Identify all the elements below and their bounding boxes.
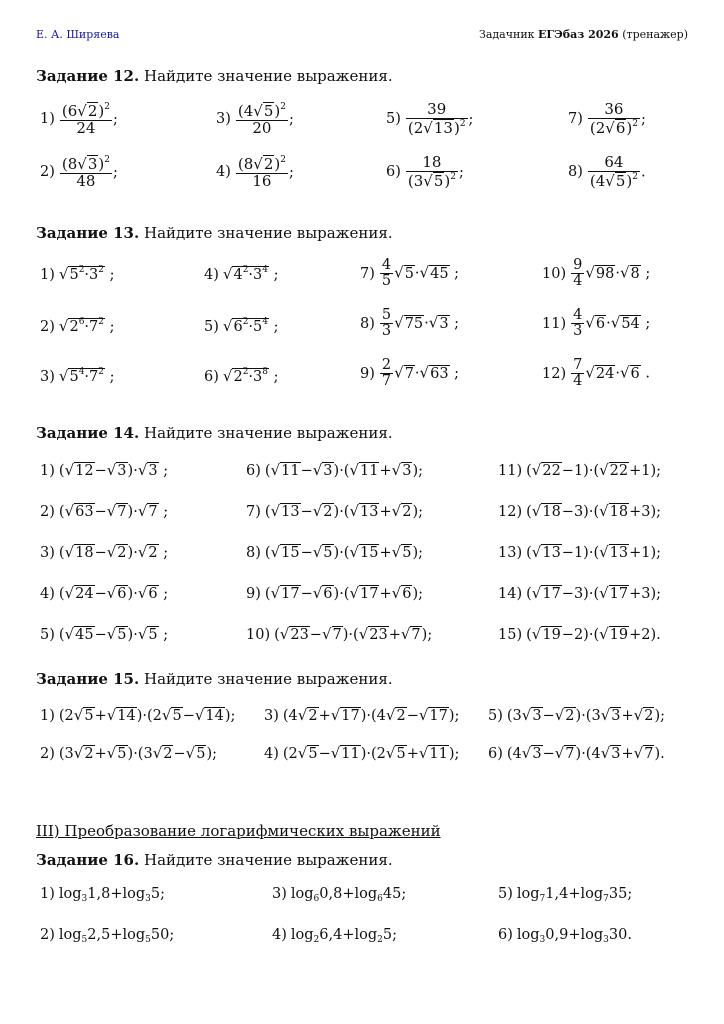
task15-item-5: 5) (3√3−√2)·(3√3+√2); — [488, 706, 665, 724]
task12-item-3: 3) $\frac{(4√5)^2}{20}$ ; — [216, 102, 294, 137]
task16-item-3: 3) $\log_60,8+\log_645$; — [272, 886, 407, 904]
task13-item-11: 11) $\frac{4}{3}$ √6·√54 ; — [542, 307, 651, 340]
task16-item-1: 1) $\log_31,8+\log_35$; — [40, 886, 165, 904]
task12-item-4: 4) $\frac{(8√2)^2}{16}$ ; — [216, 155, 294, 190]
task15-item-4: 4) (2√5−√11)·(2√5+√11); — [264, 744, 460, 762]
task16-item-5: 5) $\log_71,4+\log_735$; — [498, 886, 633, 904]
task12-item-7: 7) $\frac{36}{(2√6)^2}$ ; — [568, 100, 646, 137]
task14-item-5: 5) (√45−√5)·√5 ; — [40, 625, 169, 643]
task14-item-6: 6) (√11−√3)·(√11+√3); — [246, 461, 423, 479]
task14-item-9: 9) (√17−√6)·(√17+√6); — [246, 584, 423, 602]
task-16-title: Задание 16. Найдите значение выражения. — [36, 851, 393, 869]
task13-item-2: 2) $√2^6\cdot 7^2$ ; — [40, 317, 115, 335]
task14-item-12: 12) (√18−3)·(√18+3); — [498, 502, 662, 520]
task14-item-4: 4) (√24−√6)·√6 ; — [40, 584, 169, 602]
task12-item-1: 1) $\frac{(6√2)^2}{24}$ ; — [40, 102, 118, 137]
task12-item-2: 2) $\frac{(8√3)^2}{48}$ ; — [40, 155, 118, 190]
task14-item-10: 10) (√23−√7)·(√23+√7); — [246, 625, 433, 643]
task-13-title: Задание 13. Найдите значение выражения. — [36, 224, 393, 242]
task14-item-8: 8) (√15−√5)·(√15+√5); — [246, 543, 423, 561]
task13-item-8: 8) $\frac{5}{3}$ √75·√3 ; — [360, 307, 460, 340]
task14-item-15: 15) (√19−2)·(√19+2). — [498, 625, 661, 643]
task13-item-6: 6) $√2^2\cdot 3^8$ ; — [204, 367, 279, 385]
task14-item-2: 2) (√63−√7)·√7 ; — [40, 502, 169, 520]
task13-item-4: 4) $√4^2\cdot 3^4$ ; — [204, 265, 279, 283]
task14-item-7: 7) (√13−√2)·(√13+√2); — [246, 502, 423, 520]
task13-item-7: 7) $\frac{4}{5}$ √5·√45 ; — [360, 257, 460, 290]
task-12-title: Задание 12. Найдите значение выражения. — [36, 67, 393, 85]
task14-item-1: 1) (√12−√3)·√3 ; — [40, 461, 169, 479]
task16-item-4: 4) $\log_26,4+\log_25$; — [272, 927, 397, 945]
task12-item-5: 5) $\frac{39}{(2√13)^2}$ ; — [386, 100, 474, 137]
task14-item-11: 11) (√22−1)·(√22+1); — [498, 461, 662, 479]
task14-item-14: 14) (√17−3)·(√17+3); — [498, 584, 662, 602]
task16-item-2: 2) $\log_52,5+\log_550$; — [40, 927, 175, 945]
header-author: Е. А. Ширяева — [36, 28, 120, 41]
header-title: Задачник ЕГЭбаз 2026 (тренажер) — [478, 28, 688, 41]
task-14-title: Задание 14. Найдите значение выражения. — [36, 424, 393, 442]
task13-item-1: 1) $√5^2\cdot 3^2$ ; — [40, 265, 115, 283]
task13-item-10: 10) $\frac{9}{4}$ √98·√8 ; — [542, 257, 651, 290]
task12-item-6: 6) $\frac{18}{(3√5)^2}$ ; — [386, 153, 464, 190]
task16-item-6: 6) $\log_30,9+\log_330$. — [498, 927, 632, 945]
task15-item-6: 6) (4√3−√7)·(4√3+√7). — [488, 744, 665, 762]
task13-item-9: 9) $\frac{2}{7}$ √7·√63 ; — [360, 357, 460, 390]
section-title: III) Преобразование логарифмических выражений — [36, 822, 441, 840]
task15-item-1: 1) (2√5+√14)·(2√5−√14); — [40, 706, 236, 724]
task15-item-3: 3) (4√2+√17)·(4√2−√17); — [264, 706, 460, 724]
task12-item-8: 8) $\frac{64}{(4√5)^2}$ . — [568, 153, 646, 190]
task13-item-5: 5) $√6^2\cdot 5^4$ ; — [204, 317, 279, 335]
task14-item-13: 13) (√13−1)·(√13+1); — [498, 543, 662, 561]
task15-item-2: 2) (3√2+√5)·(3√2−√5); — [40, 744, 217, 762]
task-15-title: Задание 15. Найдите значение выражения. — [36, 670, 393, 688]
task14-item-3: 3) (√18−√2)·√2 ; — [40, 543, 169, 561]
task13-item-12: 12) $\frac{7}{4}$ √24·√6 . — [542, 357, 650, 390]
task13-item-3: 3) $√5^4\cdot 7^2$ ; — [40, 367, 115, 385]
